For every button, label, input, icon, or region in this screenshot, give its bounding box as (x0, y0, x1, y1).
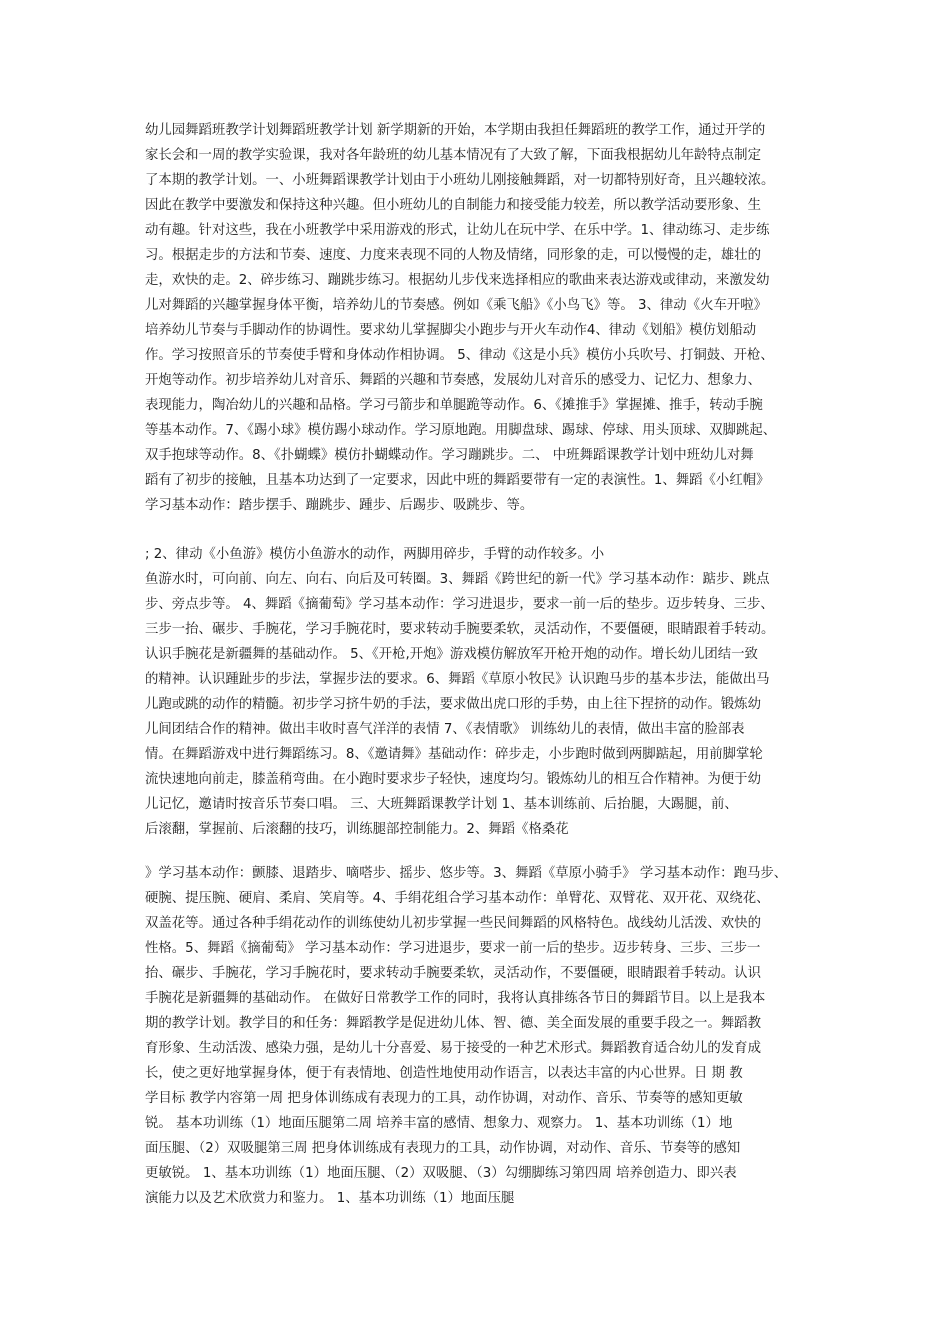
text-line: 鱼游水时，可向前、向左、向右、向后及可转圈。3、舞蹈《跨世纪的新一代》学习基本动作：踮步、跳点 (145, 572, 770, 587)
text-line: 步、旁点步等。 4、舞蹈《摘葡萄》学习基本动作：学习进退步，要求一前一后的垫步。迈步转身、三步、 (145, 597, 774, 612)
text-line: 学习基本动作：踏步摆手、蹦跳步、踵步、后踢步、吸跳步、等。 (145, 498, 534, 513)
text-line: 儿间团结合作的精神。做出丰收时喜气洋洋的表情 7、《表情歌》 训练幼儿的表情，做出丰富的脸部表 (145, 722, 745, 737)
text-line: 的精神。认识踵趾步的步法，掌握步法的要求。6、舞蹈《草原小牧民》认识跑马步的基本步法，能做出马 (145, 672, 770, 687)
text-line: 儿跑或跳的动作的精髓。初步学习挤牛奶的手法，要求做出虎口形的手势，由上往下捏挤的动作。锻炼幼 (145, 697, 761, 712)
text-line: 开炮等动作。初步培养幼儿对音乐、舞蹈的兴趣和节奏感，发展幼儿对音乐的感受力、记忆力、想象力、 (145, 373, 761, 388)
paragraph-2 (145, 542, 810, 842)
text-line: 流快速地向前走，膝盖稍弯曲。在小跑时要求步子轻快，速度均匀。锻炼幼儿的相互合作精神。为便于幼 (145, 772, 761, 787)
text-line: 》学习基本动作：颤膝、退踏步、嘀嗒步、摇步、悠步等。3、舞蹈《草原小骑手》 学习基本动作：跑马步、 (145, 866, 788, 881)
text-line: 儿记忆，邀请时按音乐节奏口唱。 三、大班舞蹈课教学计划 1、基本训练前、后抬腿，大踢腿，前、 (145, 797, 738, 812)
text-line: 抬、碾步、手腕花，学习手腕花时，要求转动手腕要柔软，灵活动作，不要僵硬，眼睛跟着手转动。认识 (145, 966, 761, 981)
text-line: 儿对舞蹈的兴趣掌握身体平衡，培养幼儿的节奏感。例如《乘飞船》《小鸟飞》等。 3、律动《火车开啦》 (145, 298, 768, 313)
text-line: 三步一抬、碾步、手腕花，学习手腕花时，要求转动手腕要柔软，灵活动作，不要僵硬，眼睛跟着手转动。 (145, 622, 775, 637)
text-line: 双手抱球等动作。8、《扑蝴蝶》模仿扑蝴蝶动作。学习蹦跳步。二、 中班舞蹈课教学计划中班幼儿对舞 (145, 448, 754, 463)
text-line: 情。在舞蹈游戏中进行舞蹈练习。8、《邀请舞》基础动作：碎步走，小步跑时做到两脚踮起，用前脚掌轮 (145, 747, 763, 762)
text-line: 蹈有了初步的接触，且基本功达到了一定要求，因此中班的舞蹈要带有一定的表演性。1、舞蹈《小红帽》 (145, 473, 770, 488)
text-line: 演能力以及艺术欣赏力和鉴力。 1、基本功训练（1）地面压腿 (145, 1191, 515, 1206)
text-line: 期的教学计划。教学目的和任务：舞蹈教学是促进幼儿体、智、德、美全面发展的重要手段之一。舞蹈教 (145, 1016, 761, 1031)
text-line: 长，使之更好地掌握身体，便于有表情地、创造性地使用动作语言，以表达丰富的内心世界。日 期 教 (145, 1066, 743, 1081)
text-line: 表现能力，陶冶幼儿的兴趣和品格。学习弓箭步和单腿跪等动作。6、《摊推手》掌握摊、推手，转动手腕 (145, 398, 763, 413)
text-line: 后滚翻，掌握前、后滚翻的技巧，训练腿部控制能力。2、舞蹈《格桑花 (145, 822, 569, 837)
text-line: 幼儿园舞蹈班教学计划舞蹈班教学计划 新学期新的开始，本学期由我担任舞蹈班的教学工作，通过开学的 (145, 123, 766, 138)
text-line: 习。根据走步的方法和节奏、速度、力度来表现不同的人物及情绪，同形象的走，可以慢慢的走，雄壮的 (145, 248, 761, 263)
text-line: 育形象、生动活泼、感染力强，是幼儿十分喜爱、易于接受的一种艺术形式。舞蹈教育适合幼儿的发育成 (145, 1041, 761, 1056)
text-line: 性格。5、舞蹈《摘葡萄》 学习基本动作：学习进退步，要求一前一后的垫步。迈步转身、三步、三步一 (145, 941, 761, 956)
text-line: 因此在教学中要激发和保持这种兴趣。但小班幼儿的自制能力和接受能力较差，所以教学活动要形象、生 (145, 198, 761, 213)
text-line: 硬腕、提压腕、硬肩、柔肩、笑肩等。4、手绢花组合学习基本动作：单臂花、双臂花、双开花、双绕花、 (145, 891, 770, 906)
text-line: 学目标 教学内容第一周 把身体训练成有表现力的工具，动作协调，对动作、音乐、节奏等的感知更敏 (145, 1091, 743, 1106)
text-line: 面压腿、（2）双吸腿第三周 把身体训练成有表现力的工具，动作协调，对动作、音乐、节奏等的感知 (145, 1141, 741, 1156)
text-line: 作。学习按照音乐的节奏使手臂和身体动作相协调。 5、律动《这是小兵》模仿小兵吹号、打铜鼓、开枪、 (145, 348, 774, 363)
text-line: 等基本动作。7、《踢小球》模仿踢小球动作。学习原地跑。用脚盘球、踢球、停球、用头顶球、双脚跳起、 (145, 423, 777, 438)
text-line: 更敏锐。 1、基本功训练（1）地面压腿、（2）双吸腿、（3）勾绷脚练习第四周 培养创造力、即兴表 (145, 1166, 737, 1181)
text-line: 双盖花等。通过各种手绢花动作的训练使幼儿初步掌握一些民间舞蹈的风格特色。战线幼儿活泼、欢快的 (145, 916, 761, 931)
text-line: 动有趣。针对这些，我在小班教学中采用游戏的形式，让幼儿在玩中学、在乐中学。1、律动练习、走步练 (145, 223, 770, 238)
text-line: 培养幼儿节奏与手脚动作的协调性。要求幼儿掌握脚尖小跑步与开火车动作4、律动《划船》模仿划船动 (145, 323, 757, 338)
paragraph-1 (145, 118, 810, 518)
text-line: 认识手腕花是新疆舞的基础动作。 5、《开枪,开炮》游戏模仿解放军开枪开炮的动作。增长幼儿团结一致 (145, 647, 758, 662)
text-line: ; 2、律动《小鱼游》模仿小鱼游水的动作，两脚用碎步，手臂的动作较多。小 (145, 547, 605, 562)
text-line: 家长会和一周的教学实验课，我对各年龄班的幼儿基本情况有了大致了解，下面我根据幼儿年龄特点制定 (145, 148, 761, 163)
text-line: 锐。 基本功训练（1）地面压腿第二周 培养丰富的感情、想象力、观察力。 1、基本功训练（1）地 (145, 1116, 733, 1131)
text-line: 手腕花是新疆舞的基础动作。 在做好日常教学工作的同时，我将认真排练各节日的舞蹈节目。以上是我本 (145, 991, 766, 1006)
text-line: 了本期的教学计划。一、小班舞蹈课教学计划由于小班幼儿刚接触舞蹈，对一切都特别好奇，且兴趣较浓。 (145, 173, 775, 188)
text-line: 走，欢快的走。2、碎步练习、蹦跳步练习。根据幼儿步伐来选择相应的歌曲来表达游戏或律动，来激发幼 (145, 273, 770, 288)
paragraph-3 (145, 861, 810, 1211)
